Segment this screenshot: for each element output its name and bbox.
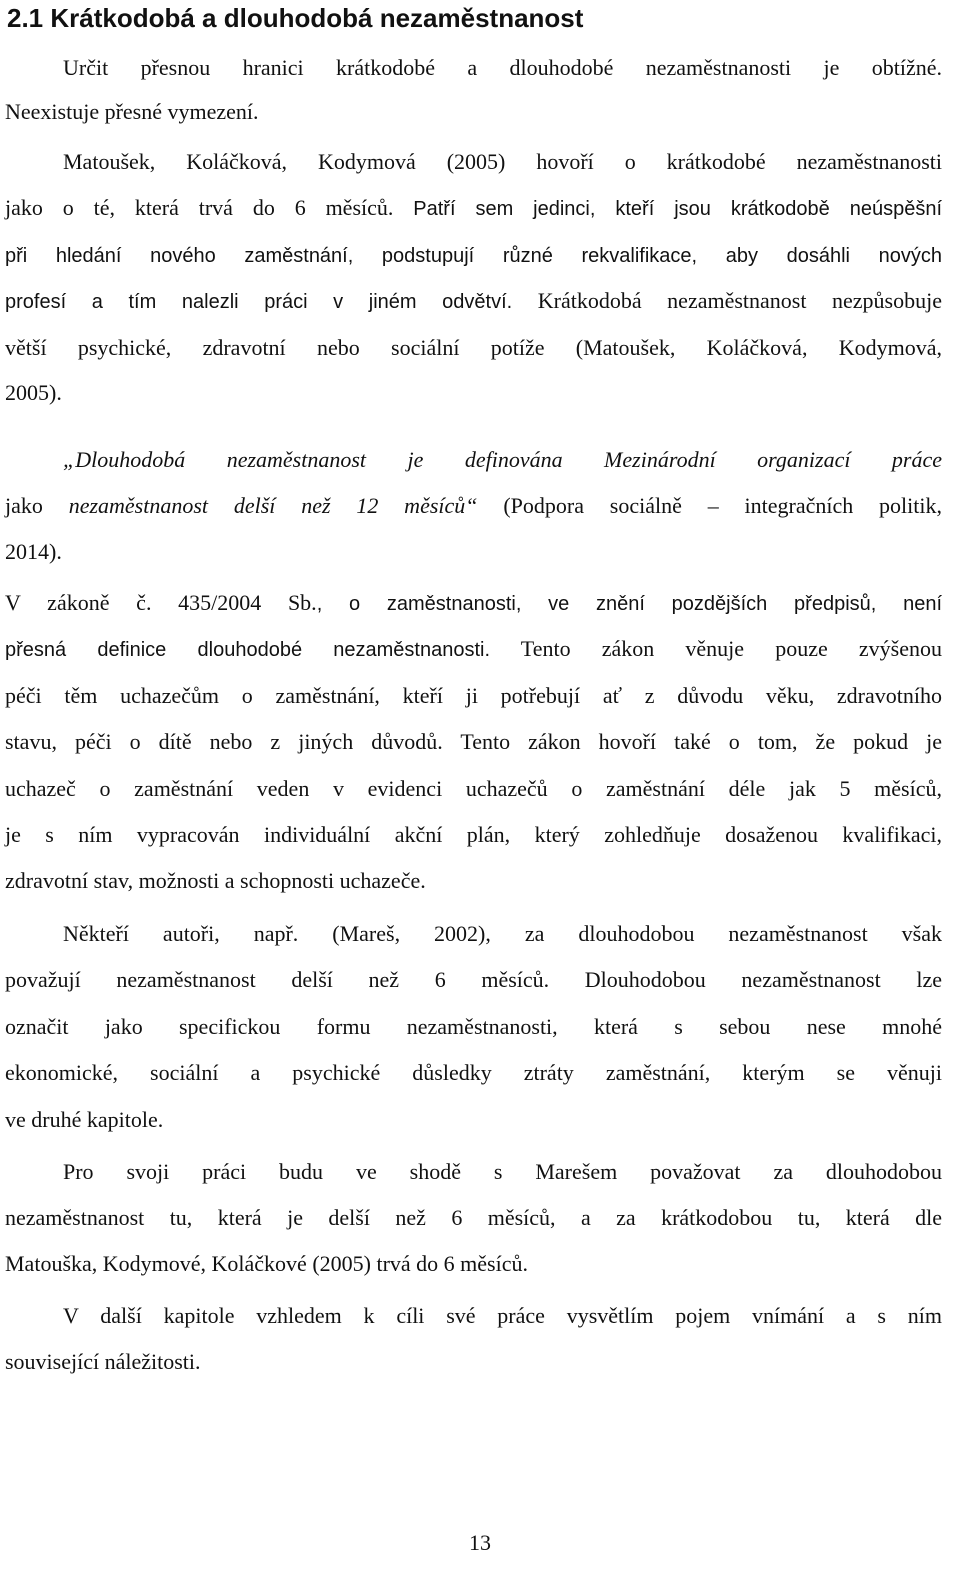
text-line bbox=[5, 773, 942, 805]
text-run: Matouška, Kodymové, Koláčkové (2005) trvá do 6 měsíců. bbox=[5, 1251, 528, 1276]
text-run: považují nezaměstnanost delší než 6 měsíců. Dlouhodobou nezaměstnanost lze bbox=[5, 967, 942, 992]
text-run: Matoušek, Koláčková, Kodymová (2005) hovoří o krátkodobé nezaměstnanosti bbox=[63, 149, 942, 174]
text-line bbox=[5, 1011, 942, 1043]
text-run: stavu, péči o dítě nebo z jiných důvodů. bbox=[5, 729, 443, 754]
text-run: Tento zákon věnuje pouze zvýšenou bbox=[490, 636, 942, 661]
text-run: 2014). bbox=[5, 539, 62, 564]
text-line bbox=[63, 1156, 942, 1188]
text-run: přesná definice dlouhodobé nezaměstnanosti. bbox=[5, 639, 491, 661]
text-run: označit jako specifickou formu nezaměstnanosti, která s sebou nese mnohé bbox=[5, 1014, 942, 1039]
text-run: jako bbox=[5, 493, 69, 518]
text-line bbox=[5, 1346, 942, 1378]
text-line bbox=[5, 819, 942, 851]
text-line bbox=[5, 726, 942, 758]
text-line bbox=[63, 444, 942, 476]
text-line bbox=[5, 239, 942, 271]
text-line bbox=[5, 633, 942, 665]
text-line bbox=[5, 1248, 942, 1280]
text-line bbox=[5, 332, 942, 364]
text-line bbox=[5, 1057, 942, 1089]
text-run: V další kapitole vzhledem k cíli své práce vysvětlím pojem vnímání a s ním bbox=[63, 1303, 942, 1328]
text-run: při hledání nového zaměstnání, podstupují různé rekvalifikace, aby dosáhli nových bbox=[5, 245, 942, 267]
text-line bbox=[5, 865, 942, 897]
text-line bbox=[5, 377, 942, 409]
text-line bbox=[5, 192, 942, 224]
text-run: Tento zákon hovoří také o tom, že pokud je bbox=[442, 729, 942, 754]
text-line bbox=[5, 1202, 942, 1234]
page-number: 13 bbox=[469, 1530, 491, 1555]
text-run: „Dlouhodobá nezaměstnanost je definována Mezinárodní organizací práce bbox=[63, 447, 942, 472]
text-run: související náležitosti. bbox=[5, 1349, 201, 1374]
text-run: zdravotní stav, možnosti a schopnosti uchazeče. bbox=[5, 868, 426, 893]
text-run: ekonomické, sociální a psychické důsledky ztráty zaměstnání, kterým se věnuji bbox=[5, 1060, 942, 1085]
text-line bbox=[5, 96, 942, 128]
text-run: profesí a tím nalezli práci v jiném odvětví. bbox=[5, 291, 513, 313]
text-run: nezaměstnanost delší než 12 měsíců“ bbox=[68, 493, 478, 518]
text-line bbox=[5, 536, 942, 568]
text-line bbox=[5, 490, 942, 522]
text-line bbox=[63, 1300, 942, 1332]
text-run: je s ním vypracován individuální akční plán, který zohledňuje dosaženou kvalifikaci, bbox=[5, 822, 942, 847]
text-run: nezaměstnanost tu, která je delší než 6 měsíců, a za krátkodobou tu, která dle bbox=[5, 1205, 942, 1230]
text-run: větší psychické, zdravotní nebo sociální potíže (Matoušek, Koláčková, Kodymová, bbox=[5, 335, 942, 360]
text-run: Krátkodobá nezaměstnanost nezpůsobuje bbox=[512, 288, 942, 313]
text-line bbox=[63, 918, 942, 950]
section-heading: 2.1 Krátkodobá a dlouhodobá nezaměstnanost bbox=[7, 3, 584, 33]
text-run: (Podpora sociálně – integračních politik, bbox=[477, 493, 943, 518]
text-run: Pro svoji práci budu ve shodě s Marešem považovat za dlouhodobou bbox=[63, 1159, 942, 1184]
text-line bbox=[5, 964, 942, 996]
text-run: 2005). bbox=[5, 380, 62, 405]
text-run: uchazeč o zaměstnání veden v evidenci uchazečů o zaměstnání déle jak 5 měsíců, bbox=[5, 776, 942, 801]
text-line bbox=[5, 680, 942, 712]
text-run: V zákoně č. 435/2004 Sb. bbox=[5, 590, 317, 615]
text-run: Neexistuje přesné vymezení. bbox=[5, 99, 259, 124]
text-line bbox=[63, 146, 942, 178]
text-run: ve druhé kapitole. bbox=[5, 1107, 164, 1132]
text-line bbox=[63, 52, 942, 84]
text-run: , o zaměstnanosti, ve znění pozdějších předpisů, není bbox=[316, 593, 943, 615]
text-line bbox=[5, 1104, 942, 1136]
text-line bbox=[5, 285, 942, 317]
text-run: Určit přesnou hranici krátkodobé a dlouhodobé nezaměstnanosti je obtížné. bbox=[63, 55, 942, 80]
text-run: péči těm uchazečům o zaměstnání, kteří ji potřebují ať z důvodu věku, zdravotního bbox=[5, 683, 942, 708]
text-line bbox=[5, 587, 942, 619]
text-run: jako o té, která trvá do 6 měsíců. bbox=[5, 195, 414, 220]
text-run: Někteří autoři, např. (Mareš, 2002), za dlouhodobou nezaměstnanost však bbox=[63, 921, 942, 946]
text-run: Patří sem jedinci, kteří jsou krátkodobě neúspěšní bbox=[413, 198, 943, 220]
